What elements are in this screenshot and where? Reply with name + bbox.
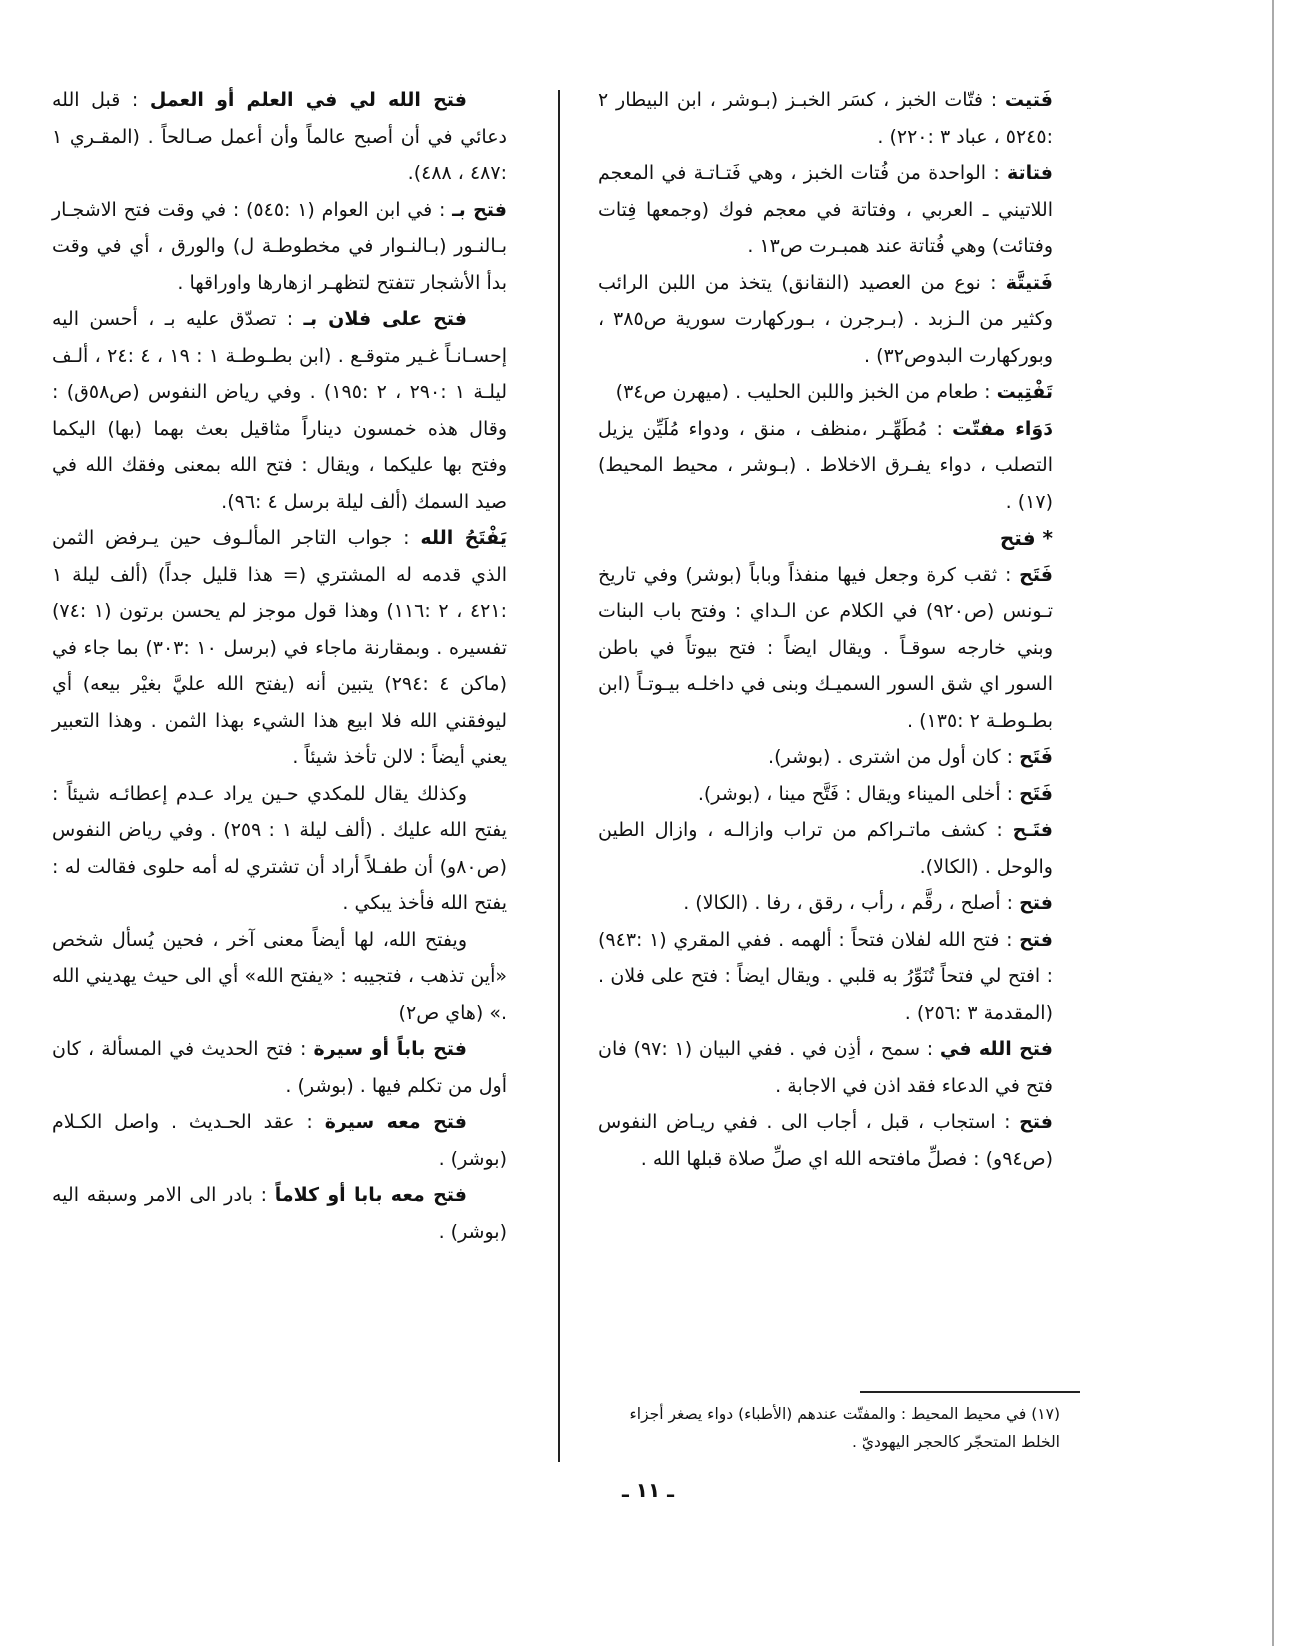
entry-3 <box>598 265 1053 375</box>
entry-text: : في ابن العوام (١ :٥٤٥) : في وقت فتح الاشجـار بـالنـور (بـالنـوار في مخطوطـة ل) والورق ، أي في وقت بدأ الأشجار تتفتح لتظهـر ازهارها واوراقها . <box>52 198 507 294</box>
entry-headword: فتاتة <box>1007 162 1053 184</box>
footnote: (١٧) في محيط المحيط : والمفتّت عندهم (الأطباء) دواء يصغر أجزاء الخلط المتحجّر كالحجر اليهوديّ . <box>629 1405 1060 1451</box>
entry-12 <box>598 1031 1053 1104</box>
entry-headword: فتَـح <box>1012 819 1053 841</box>
entry-text: : عقد الحـديث . واصل الكـلام (بوشر) . <box>52 1111 507 1170</box>
entry-headword: فتح معه سيرة <box>324 1111 468 1133</box>
entry-9 <box>598 812 1053 885</box>
entry-text: : مُطَهِّـر ،منظف ، منق ، ودواء مُلَيِّن يزيل التصلب ، دواء يفـرق الاخلاط . (بـوشر ، محيط المحيط)(١٧) . <box>598 417 1053 513</box>
entry-text: : قبل الله دعائي في أن أصبح عالماً وأن أعمل صـالحاً . (المقـري ١ :٤٨٧ ، ٤٨٨). <box>52 89 507 184</box>
entry-text: : استجاب ، قبل ، أجاب الى . ففي ريـاض النفوس (ص٩٤و) : فصلِّ مافتحه الله اي صلِّ صلاة قبلها الله . <box>598 1111 1053 1170</box>
entry-headword: تَفْتِيت <box>996 381 1053 403</box>
entry-headword: فتح الله في <box>939 1038 1053 1060</box>
entry-text: : كشف ماتـراكم من تراب وازالـه ، وازال الطين والوحل . (الكالا). <box>598 819 1053 878</box>
entry-14 <box>52 82 507 192</box>
entry-4 <box>598 374 1053 411</box>
section-heading: * فتح <box>999 526 1053 550</box>
entry-18 <box>52 776 507 922</box>
entry-text: : كان أول من اشترى . (بوشر). <box>768 746 1020 768</box>
entry-text: : فتح الحديث في المسألة ، كان أول من تكلم فيها . (بوشر) . <box>52 1038 507 1097</box>
entry-20 <box>52 1031 507 1104</box>
entry-text: : بادر الى الامر وسبقه اليه (بوشر) . <box>52 1184 507 1243</box>
entry-10 <box>598 885 1053 922</box>
entry-headword: فتح الله لي في العلم أو العمل <box>149 89 467 111</box>
scan-edge-mark <box>1272 0 1274 1646</box>
entry-text: : طعام من الخبز واللبن الحليب . (ميهرن ص٣٤) <box>615 381 997 403</box>
entry-text: : نوع من العصيد (النقانق) يتخذ من اللبن الرائب وكثير من الـزبد . (بـرجرن ، بـوركهارت سورية ص٣٨٥ ، وبوركهارت البدوص٣٢) . <box>598 271 1053 367</box>
entry-headword: فتح <box>1019 1111 1053 1133</box>
entry-text: وكذلك يقال للمكدي حـين يراد عـدم إعطائـه شيئاً : يفتح الله عليك . (ألف ليلة ١ : ٢٥٩) . وفي رياض النفوس (ص٨٠و) أن طفـلاً أراد أن تشتري له أمه حلوى فقالت له : يفتح الله فأخذ يبكي . <box>52 782 508 914</box>
entry-22 <box>52 1177 507 1250</box>
entry-6 <box>598 557 1053 740</box>
entry-headword: فتح باباً أو سيرة <box>313 1038 467 1060</box>
entry-headword: فَتيتَّة <box>1005 271 1053 294</box>
column-divider <box>558 90 560 1462</box>
entry-text: : فتّات الخبز ، كسَر الخبـز (بـوشر ، ابن البيطار ٢ :٥٢٤٥ ، عباد ٣ :٢٢٠) . <box>598 89 1053 148</box>
entry-11 <box>598 922 1053 1032</box>
entry-headword: فَتَح <box>1019 563 1053 586</box>
entry-text: : ثقب كرة وجعل فيها منفذاً وباباً (بوشر) وفي تاريخ تـونس (ص٩٢٠) في الكلام عن الـداي : وفتح باب البنات وبني خارجه سوقـاً . ويقال ايضاً : فتح بيوتاً في باطن السور اي شق السور السميـك وبنى في داخلـه بيـوتـاً (ابن بطـوطـة ٢ :١٣٥) . <box>598 563 1053 732</box>
entry-5 <box>598 411 1053 521</box>
entry-8 <box>598 776 1053 813</box>
entry-headword: فتح <box>1019 928 1053 951</box>
entry-headword: فتح معه بابا أو كلاماً <box>274 1184 467 1206</box>
right-column <box>598 82 1053 1177</box>
entry-headword: فتح بـ <box>452 198 507 221</box>
left-column <box>52 82 507 1250</box>
entry-19 <box>52 922 507 1032</box>
entry-text: ويفتح الله، لها أيضاً معنى آخر ، فحين يُسأل شخص «أين تذهب ، فتجيبه : «يفتح الله» أي الى حيث يهديني الله .» (هاي ص٢) <box>52 928 507 1024</box>
footnote-rule <box>860 1391 1080 1393</box>
page-number: ـ ١١ ـ <box>621 1478 675 1502</box>
entry-text: : فتح الله لفلان فتحاً : ألهمه . ففي المقري (١ :٩٤٣) : افتح لي فتحاً تُنَوِّرُ به قلبي . ويقال ايضاً : فتح على فلان . (المقدمة ٣ :٢٥٦) . <box>598 928 1053 1024</box>
entry-text: : الواحدة من فُتات الخبز ، وهي فَتـاتـة في المعجم اللاتيني ـ العربي ، وفتاتة في معجم فوك (وجمعها فِتات وفتائت) وهي فُتاتة عند همبـرت ص١٣ . <box>598 162 1053 257</box>
entry-text: : سمح ، أذِن في . ففي البيان (١ :٩٧) فان فتح في الدعاء فقد اذن في الاجابة . <box>598 1038 1053 1097</box>
entry-21 <box>52 1104 507 1177</box>
entry-headword: فتح <box>1019 892 1053 914</box>
entry-headword: فَتيت <box>1004 89 1053 111</box>
entry-text: : جواب التاجر المألـوف حين يـرفض الثمن الذي قدمه له المشتري (= هذا قليل جداً) (ألف ليلة ١ :٤٢١ ، ٢ :١١٦) وهذا قول موجز لم يحسن برتون (١ :٧٤) تفسيره . وبمقارنة ماجاء في (برسل ١٠ :٣٠٣) بما جاء في (ماكن ٤ :٢٩٤) يتبين أنه (يفتح الله عليَّ بغيْر بيعه) أي ليوفقني الله فلا ابيع هذا الشيء بهذا الثمن . وهذا التعبير يعني أيضاً : لالن تأخذ شيئاً . <box>52 527 507 768</box>
entry-headword: فتح على فلان بـ <box>303 308 467 330</box>
entry-1 <box>598 82 1053 155</box>
entry-text: : أصلح ، رقَّم ، رأب ، رقق ، رفا . (الكالا) . <box>683 892 1020 914</box>
entry-16 <box>52 301 507 520</box>
entry-text: : تصدّق عليه بـ ، أحسن اليه إحسـانـاً غـير متوقـع . (ابن بطـوطـة ١ : ١٩ ، ٤ :٢٤ ، ألـف ليلـة ١ :٢٩٠ ، ٢ :١٩٥) . وفي رياض النفوس (ص٥٨ق) : وقال هذه خمسون ديناراً مثاقيل بعث بهما (بها) اليكما وفتح بها عليكما ، ويقال : فتح الله بمعنى وفقك الله في صيد السمك (ألف ليلة برسل ٤ :٩٦). <box>52 308 508 513</box>
entry-text: : أخلى الميناء ويقال : فَتَّح مينا ، (بوشر). <box>697 782 1020 805</box>
entry-headword: فَتَح <box>1019 746 1053 768</box>
entry-headword: فَتَح <box>1019 782 1053 805</box>
entry-headword: دَوَاء مفتّت <box>952 417 1053 440</box>
entry-17 <box>52 520 507 776</box>
entry-15 <box>52 192 507 302</box>
entry-2 <box>598 155 1053 265</box>
entry-headword: يَفْتَحُ الله <box>420 527 507 549</box>
entry-7 <box>598 739 1053 776</box>
entry-13 <box>598 1104 1053 1177</box>
